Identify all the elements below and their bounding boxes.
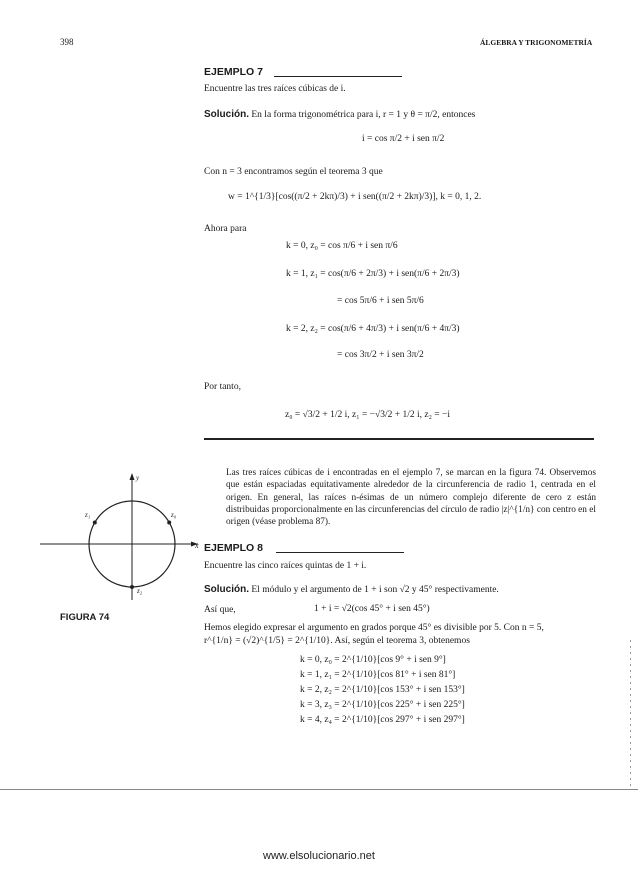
example7-title-rule [274,76,402,77]
root-point-z1 [93,521,97,525]
equation-k0: k = 0, z₀ = cos π/6 + i sen π/6 [286,241,398,251]
section-divider [204,438,594,440]
example8-solution [204,584,499,596]
page-right-edge-mark [630,640,631,790]
example8-paragraph-line2: r^{1/n} = (√2)^{1/5} = 2^{1/10}. Así, según el teorema 3, obtenemos [204,636,470,646]
root-point-z0 [167,521,171,525]
equation-w: w = 1^{1/3}[cos((π/2 + 2kπ)/3) + i sen((π/2 + 2kπ)/3)], k = 0, 1, 2. [228,192,482,202]
figure-74-diagram [40,470,200,600]
z2-label: z₂ [137,587,143,595]
x-axis-label: x [195,541,199,550]
example8-paragraph-line1: Hemos elegido expresar el argumento en grados porque 45° es divisible por 5. Con n = 5, [204,623,544,633]
example8-title-rule [276,552,404,553]
fifth-root-k1: k = 1, z₁ = 2^{1/10}[cos 81° + i sen 81°] [300,670,456,680]
fifth-root-k2: k = 2, z₂ = 2^{1/10}[cos 153° + i sen 153°] [300,685,465,695]
example8-title: EJEMPLO 8 [204,542,263,554]
example7-title: EJEMPLO 7 [204,66,263,78]
fifth-root-k0: k = 0, z₀ = 2^{1/10}[cos 9° + i sen 9°] [300,655,446,665]
equation-k2: k = 2, z₂ = cos(π/6 + 4π/3) + i sen(π/6 + 4π/3) [286,324,460,334]
root-point-z2 [130,585,134,589]
fifth-root-k4: k = 4, z₄ = 2^{1/10}[cos 297° + i sen 297°] [300,715,465,725]
z1-label: z₁ [85,511,91,519]
y-axis-label: y [136,474,140,482]
page-number: 398 [60,37,74,47]
ahora-para: Ahora para [204,224,247,234]
equation-k1-simplified: = cos 5π/6 + i sen 5π/6 [337,296,424,306]
example7-solution [204,109,475,121]
page-bottom-edge [0,789,638,790]
example7-solution-label: Solución. [204,109,249,120]
y-axis-arrow [130,473,135,480]
explanation-paragraph: Las tres raíces cúbicas de i encontradas en el ejemplo 7, se marcan en la figura 74. Observemos que están espaciadas equitativamente alrededor de la circunferencia de radio 1, centrada en el origen. En general, las raíces n-ésimas de un número complejo diferente de cero z están distribuidas proporcionalmente en las circunferencias del círculo de radio |z|^{1/n} con centro en el origen (véase problema 87). [226,468,596,528]
equation-k2-simplified: = cos 3π/2 + i sen 3π/2 [337,350,424,360]
example7-statement: Encuentre las tres raíces cúbicas de i. [204,84,346,94]
example7-solution-text: En la forma trigonométrica para i, r = 1 y θ = π/2, entonces [251,110,476,120]
equation-k1: k = 1, z₁ = cos(π/6 + 2π/3) + i sen(π/6 + 2π/3) [286,269,460,279]
theorem-line: Con n = 3 encontramos según el teorema 3 que [204,167,383,177]
results-line: z₀ = √3/2 + 1/2 i, z₁ = −√3/2 + 1/2 i, z₂ = −i [285,410,450,420]
asi-que: Así que, [204,605,236,615]
z0-label: z₀ [171,511,177,519]
example8-solution-text: El módulo y el argumento de 1 + i son √2 y 45° respectivamente. [251,585,499,595]
equation-i: i = cos π/2 + i sen π/2 [362,134,445,144]
example8-solution-label: Solución. [204,584,249,595]
example8-statement: Encuentre las cinco raíces quintas de 1 + i. [204,561,367,571]
polar-form: 1 + i = √2(cos 45° + i sen 45°) [314,604,430,614]
footer-url: www.elsolucionario.net [263,850,375,862]
por-tanto: Por tanto, [204,382,241,392]
figure-74-caption: FIGURA 74 [60,612,110,623]
fifth-root-k3: k = 3, z₃ = 2^{1/10}[cos 225° + i sen 225°] [300,700,465,710]
running-title: ÁLGEBRA Y TRIGONOMETRÍA [480,38,593,47]
